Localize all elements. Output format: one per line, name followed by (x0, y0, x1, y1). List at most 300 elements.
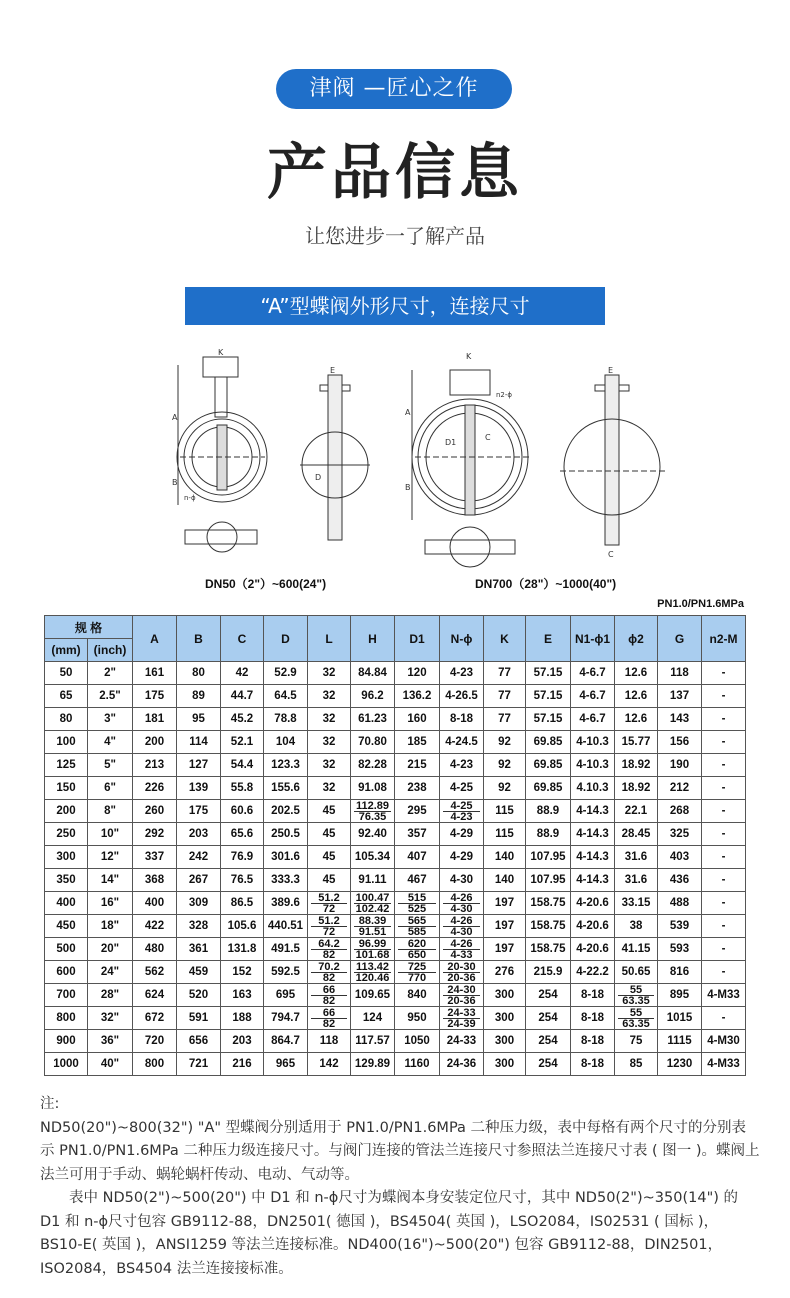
table-cell-value: 725 (398, 962, 436, 973)
table-cell: 12.6 (615, 708, 658, 731)
table-cell: 54.4 (221, 754, 264, 777)
table-cell: 422 (133, 915, 177, 938)
table-cell-value: 70.2 (311, 962, 347, 973)
table-cell: 185 (395, 731, 440, 754)
table-cell: 8-18 (571, 1030, 615, 1053)
table-cell: 84.84 (351, 662, 395, 685)
table-cell: 75 (615, 1030, 658, 1053)
table-cell: 276 (484, 961, 526, 984)
table-cell: 124 (351, 1007, 395, 1030)
dimension-table (44, 615, 746, 1076)
table-row (45, 938, 746, 961)
table-cell: 95 (177, 708, 221, 731)
table-cell: 720 (133, 1030, 177, 1053)
table-cell: 593 (658, 938, 702, 961)
header-l: L (308, 616, 351, 662)
table-cell: 325 (658, 823, 702, 846)
table-cell: 41.15 (615, 938, 658, 961)
table-cell: 300 (484, 1053, 526, 1076)
table-cell-value: 82 (322, 1017, 336, 1030)
table-cell: 4.10.3 (571, 777, 615, 800)
table-cell: 16" (88, 892, 133, 915)
table-cell: 4-24.5 (440, 731, 484, 754)
svg-text:C: C (608, 550, 614, 559)
table-cell: 459 (177, 961, 221, 984)
table-cell-value: 4-33 (450, 948, 473, 961)
table-cell: 1115 (658, 1030, 702, 1053)
table-cell: 197 (484, 915, 526, 938)
table-cell: 4-26.5 (440, 685, 484, 708)
table-cell: 895 (658, 984, 702, 1007)
table-cell: 107.95 (526, 846, 571, 869)
small-valve-side-view (300, 366, 370, 540)
table-cell: 300 (45, 846, 88, 869)
section-title: “A”型蝶阀外形尺寸，连接尺寸 (185, 287, 605, 325)
table-cell: 156 (658, 731, 702, 754)
table-cell: 267 (177, 869, 221, 892)
table-cell: 816 (658, 961, 702, 984)
table-cell: 190 (658, 754, 702, 777)
table-cell: 592.5 (264, 961, 308, 984)
table-cell-value: 585 (407, 925, 427, 938)
table-cell: 213 (133, 754, 177, 777)
table-cell: 69.85 (526, 754, 571, 777)
table-cell: - (702, 754, 746, 777)
table-cell-value: 24-39 (447, 1017, 476, 1030)
svg-text:E: E (608, 366, 614, 375)
table-cell (615, 984, 658, 1007)
table-cell: 700 (45, 984, 88, 1007)
table-cell: 260 (133, 800, 177, 823)
table-cell: - (702, 823, 746, 846)
table-cell: 129.89 (351, 1053, 395, 1076)
table-cell-value: 4-26 (443, 893, 480, 904)
table-cell: 8-18 (571, 1053, 615, 1076)
table-cell-value: 20-30 (443, 962, 480, 973)
table-cell (440, 984, 484, 1007)
table-cell: 20" (88, 938, 133, 961)
table-cell-value: 565 (398, 916, 436, 927)
table-cell: 127 (177, 754, 221, 777)
table-cell: 52.1 (221, 731, 264, 754)
table-cell: 45 (308, 846, 351, 869)
table-cell: 109.65 (351, 984, 395, 1007)
table-cell: 197 (484, 938, 526, 961)
table-cell: 357 (395, 823, 440, 846)
table-cell: 965 (264, 1053, 308, 1076)
table-cell: 32 (308, 731, 351, 754)
table-cell-value: 82 (322, 948, 336, 961)
table-cell: 89 (177, 685, 221, 708)
table-cell (308, 938, 351, 961)
table-cell: 78.8 (264, 708, 308, 731)
table-cell: - (702, 731, 746, 754)
table-cell: 200 (133, 731, 177, 754)
table-cell: 4-6.7 (571, 685, 615, 708)
table-cell: 562 (133, 961, 177, 984)
table-cell: - (702, 1007, 746, 1030)
table-cell: 18.92 (615, 754, 658, 777)
table-cell-value: 66 (311, 1008, 347, 1019)
table-cell: - (702, 800, 746, 823)
table-row (45, 685, 746, 708)
table-cell-value: 64.2 (311, 939, 347, 950)
table-cell-value: 20-36 (447, 971, 476, 984)
header-2: ϕ2 (615, 616, 658, 662)
table-row (45, 915, 746, 938)
table-cell: 80 (45, 708, 88, 731)
header-n2m: n2-M (702, 616, 746, 662)
table-cell: 436 (658, 869, 702, 892)
table-cell: 36" (88, 1030, 133, 1053)
table-cell: - (702, 915, 746, 938)
table-cell (440, 938, 484, 961)
table-cell: 900 (45, 1030, 88, 1053)
table-cell: 61.23 (351, 708, 395, 731)
table-cell: 4-20.6 (571, 915, 615, 938)
table-cell: 794.7 (264, 1007, 308, 1030)
table-cell: 28" (88, 984, 133, 1007)
table-cell: 300 (484, 984, 526, 1007)
table-cell: 226 (133, 777, 177, 800)
table-cell (351, 938, 395, 961)
table-cell: 24-33 (440, 1030, 484, 1053)
table-cell-value: 63.35 (622, 994, 650, 1007)
table-cell-value: 51.2 (311, 916, 347, 927)
table-cell-value: 82 (322, 971, 336, 984)
table-row (45, 823, 746, 846)
table-cell: 60.6 (221, 800, 264, 823)
table-row (45, 708, 746, 731)
table-cell: 403 (658, 846, 702, 869)
table-cell: 4-20.6 (571, 938, 615, 961)
table-cell (395, 961, 440, 984)
table-cell: 368 (133, 869, 177, 892)
table-cell: 32 (308, 685, 351, 708)
table-cell: 337 (133, 846, 177, 869)
table-row (45, 1053, 746, 1076)
table-cell: 45 (308, 800, 351, 823)
table-cell: 91.11 (351, 869, 395, 892)
table-cell: 140 (484, 846, 526, 869)
svg-text:n-ϕ: n-ϕ (184, 494, 196, 502)
table-cell: - (702, 961, 746, 984)
pressure-rating: PN1.0/PN1.6MPa (657, 598, 744, 610)
table-cell: 65.6 (221, 823, 264, 846)
table-cell: 520 (177, 984, 221, 1007)
table-cell: 175 (133, 685, 177, 708)
table-cell: 38 (615, 915, 658, 938)
table-cell: 1160 (395, 1053, 440, 1076)
table-cell-value: 4-30 (450, 902, 473, 915)
table-cell: 175 (177, 800, 221, 823)
table-cell (351, 961, 395, 984)
table-cell: 92.40 (351, 823, 395, 846)
table-cell: 4-M33 (702, 984, 746, 1007)
table-cell: 950 (395, 1007, 440, 1030)
table-cell: - (702, 892, 746, 915)
table-cell-value: 102.42 (355, 902, 390, 915)
table-cell: 300 (484, 1030, 526, 1053)
header-h: H (351, 616, 395, 662)
table-cell-value: 4-30 (450, 925, 473, 938)
table-cell: 120 (395, 662, 440, 685)
table-row (45, 984, 746, 1007)
table-cell: 202.5 (264, 800, 308, 823)
table-cell-value: 650 (407, 948, 427, 961)
table-cell: - (702, 662, 746, 685)
table-cell-value: 4-26 (443, 916, 480, 927)
table-cell (308, 961, 351, 984)
table-cell: 142 (308, 1053, 351, 1076)
table-cell: 15.77 (615, 731, 658, 754)
table-cell: 40" (88, 1053, 133, 1076)
table-cell: 22.1 (615, 800, 658, 823)
table-cell: - (702, 685, 746, 708)
table-cell: 6" (88, 777, 133, 800)
table-cell: 42 (221, 662, 264, 685)
table-cell: 32 (308, 708, 351, 731)
table-row (45, 800, 746, 823)
brand-banner: 津阀 —匠心之作 (276, 69, 512, 109)
table-cell-value: 88.39 (354, 916, 391, 927)
table-cell-value: 55 (618, 985, 654, 996)
header-e: E (526, 616, 571, 662)
table-cell-value: 120.46 (355, 971, 390, 984)
table-cell: 300 (484, 1007, 526, 1030)
table-cell (351, 915, 395, 938)
table-cell: 4-10.3 (571, 731, 615, 754)
table-cell: 3" (88, 708, 133, 731)
header-n11: N1-ϕ1 (571, 616, 615, 662)
table-cell: 254 (526, 984, 571, 1007)
table-cell: 800 (45, 1007, 88, 1030)
table-cell: 188 (221, 1007, 264, 1030)
table-cell (440, 1007, 484, 1030)
table-cell: 4" (88, 731, 133, 754)
table-cell: 4-6.7 (571, 662, 615, 685)
page-subtitle: 让您进步一了解产品 (305, 224, 485, 248)
table-cell: 215.9 (526, 961, 571, 984)
table-cell: 2" (88, 662, 133, 685)
table-cell: 4-14.3 (571, 869, 615, 892)
table-cell: 32 (308, 777, 351, 800)
notes-heading: 注: (40, 1096, 60, 1112)
table-cell: 57.15 (526, 685, 571, 708)
table-cell: - (702, 869, 746, 892)
table-cell: 440.51 (264, 915, 308, 938)
table-cell (440, 800, 484, 823)
table-cell: 333.3 (264, 869, 308, 892)
table-cell: 250 (45, 823, 88, 846)
table-cell: 600 (45, 961, 88, 984)
table-cell (308, 892, 351, 915)
table-cell: 70.80 (351, 731, 395, 754)
table-cell: 45 (308, 823, 351, 846)
table-cell: 361 (177, 938, 221, 961)
table-cell: 44.7 (221, 685, 264, 708)
svg-text:D: D (315, 473, 322, 482)
table-cell: 295 (395, 800, 440, 823)
table-cell-value: 4-25 (443, 801, 480, 812)
table-cell: 158.75 (526, 938, 571, 961)
table-cell: 152 (221, 961, 264, 984)
table-cell: 92 (484, 754, 526, 777)
table-cell: 181 (133, 708, 177, 731)
table-cell: 82.28 (351, 754, 395, 777)
table-row (45, 731, 746, 754)
table-cell: 4-M30 (702, 1030, 746, 1053)
notes-paragraph-2: 表中 ND50(2")~500(20") 中 D1 和 n-ϕ尺寸为蝶阀本身安装定位尺寸，其中 ND50(2")~350(14") 的 D1 和 n-ϕ尺寸包容 GB9112-88，DN2501( 德国 )，BS4504( 英国 )，LSO2084，IS02531 ( 国标 )，BS10-E( 英国 )，ANSI1259 等法兰连接标准。ND400(16")~500(20") 包容 GB9112-88，DIN2501，ISO2084，BS4504 法兰连接接标准。 (40, 1190, 739, 1277)
table-cell: 104 (264, 731, 308, 754)
table-cell: 161 (133, 662, 177, 685)
table-cell: 158.75 (526, 915, 571, 938)
svg-text:A: A (405, 408, 411, 417)
table-cell: 14" (88, 869, 133, 892)
table-cell: 33.15 (615, 892, 658, 915)
table-cell: 488 (658, 892, 702, 915)
table-cell (351, 800, 395, 823)
table-cell: 624 (133, 984, 177, 1007)
table-cell-value: 770 (407, 971, 427, 984)
table-cell: 91.08 (351, 777, 395, 800)
table-cell (395, 938, 440, 961)
table-cell: 4-14.3 (571, 800, 615, 823)
table-cell: 118 (658, 662, 702, 685)
table-cell (308, 1007, 351, 1030)
table-row (45, 777, 746, 800)
table-cell: 24" (88, 961, 133, 984)
table-cell-value: 66 (311, 985, 347, 996)
table-cell: 92 (484, 731, 526, 754)
table-cell-value: 20-36 (447, 994, 476, 1007)
table-cell: 800 (133, 1053, 177, 1076)
table-cell: 114 (177, 731, 221, 754)
table-cell: 115 (484, 823, 526, 846)
table-cell: 4-25 (440, 777, 484, 800)
table-cell: 1050 (395, 1030, 440, 1053)
table-cell: 467 (395, 869, 440, 892)
table-cell-value: 101.68 (355, 948, 390, 961)
table-cell: 864.7 (264, 1030, 308, 1053)
table-cell: 45.2 (221, 708, 264, 731)
table-cell: 203 (221, 1030, 264, 1053)
svg-text:n2-ϕ: n2-ϕ (496, 391, 513, 399)
table-cell: 86.5 (221, 892, 264, 915)
table-cell-value: 91.51 (358, 925, 387, 938)
table-cell: 242 (177, 846, 221, 869)
table-cell: 77 (484, 708, 526, 731)
table-row (45, 869, 746, 892)
table-cell: 4-29 (440, 846, 484, 869)
table-cell: 105.34 (351, 846, 395, 869)
table-cell: 96.2 (351, 685, 395, 708)
table-cell: 76.9 (221, 846, 264, 869)
table-cell: 215 (395, 754, 440, 777)
table-cell-value: 620 (398, 939, 436, 950)
table-cell: - (702, 846, 746, 869)
table-cell (615, 1007, 658, 1030)
svg-text:B: B (172, 478, 178, 487)
table-cell: 50.65 (615, 961, 658, 984)
table-row (45, 662, 746, 685)
table-cell: 200 (45, 800, 88, 823)
header-k: K (484, 616, 526, 662)
table-cell: 656 (177, 1030, 221, 1053)
table-cell: 18.92 (615, 777, 658, 800)
table-cell (440, 961, 484, 984)
svg-text:A: A (172, 413, 178, 422)
header-inch: (inch) (88, 639, 133, 662)
table-cell: 115 (484, 800, 526, 823)
table-cell: 31.6 (615, 846, 658, 869)
table-row (45, 892, 746, 915)
table-cell: 32 (308, 754, 351, 777)
table-cell: 117.57 (351, 1030, 395, 1053)
table-cell: 8-18 (440, 708, 484, 731)
table-cell: 2.5" (88, 685, 133, 708)
table-cell: 105.6 (221, 915, 264, 938)
svg-text:D1: D1 (445, 438, 457, 447)
table-cell: 69.85 (526, 731, 571, 754)
table-cell: 1230 (658, 1053, 702, 1076)
table-cell (308, 984, 351, 1007)
table-cell (440, 915, 484, 938)
table-cell: 500 (45, 938, 88, 961)
header-mm: (mm) (45, 639, 88, 662)
table-row (45, 961, 746, 984)
table-cell: 50 (45, 662, 88, 685)
table-cell: 64.5 (264, 685, 308, 708)
notes-paragraph-1: ND50(20")~800(32") "A" 型蝶阀分别适用于 PN1.0/PN1.6MPa 二种压力级，表中每格有两个尺寸的分别表示 PN1.0/PN1.6MPa 二种压力级连接尺寸。与阀门连接的管法兰连接尺寸参照法兰连接尺寸表 ( 图一 )。蝶阀上法兰可用于手动、蜗轮蜗杆传动、电动、气动等。 (40, 1119, 760, 1183)
table-cell: 721 (177, 1053, 221, 1076)
table-cell (308, 915, 351, 938)
table-cell: 250.5 (264, 823, 308, 846)
table-cell-value: 82 (322, 994, 336, 1007)
table-cell: 400 (133, 892, 177, 915)
table-cell: 12.6 (615, 685, 658, 708)
header-n: N-ϕ (440, 616, 484, 662)
table-cell: 163 (221, 984, 264, 1007)
table-cell-value: 76.35 (358, 810, 387, 823)
table-cell-value: 55 (618, 1008, 654, 1019)
table-cell: 480 (133, 938, 177, 961)
table-cell: - (702, 938, 746, 961)
table-cell-value: 24-30 (443, 985, 480, 996)
large-valve-front-view (405, 352, 530, 567)
table-cell: - (702, 708, 746, 731)
caption-small-valves: DN50（2"）~600(24") (205, 577, 327, 591)
header-c: C (221, 616, 264, 662)
table-cell: 491.5 (264, 938, 308, 961)
table-cell: 77 (484, 662, 526, 685)
table-cell: 254 (526, 1030, 571, 1053)
table-cell-value: 72 (322, 925, 336, 938)
table-cell-value: 72 (322, 902, 336, 915)
table-cell: 55.8 (221, 777, 264, 800)
table-cell: 254 (526, 1053, 571, 1076)
table-cell: 158.75 (526, 892, 571, 915)
table-cell: 131.8 (221, 938, 264, 961)
table-cell: 4-14.3 (571, 846, 615, 869)
table-cell (395, 915, 440, 938)
table-cell-value: 63.35 (622, 1017, 650, 1030)
small-valve-front-view (172, 348, 267, 552)
svg-text:K: K (218, 348, 224, 357)
svg-text:B: B (405, 483, 411, 492)
svg-text:E: E (330, 366, 336, 375)
table-row (45, 1007, 746, 1030)
